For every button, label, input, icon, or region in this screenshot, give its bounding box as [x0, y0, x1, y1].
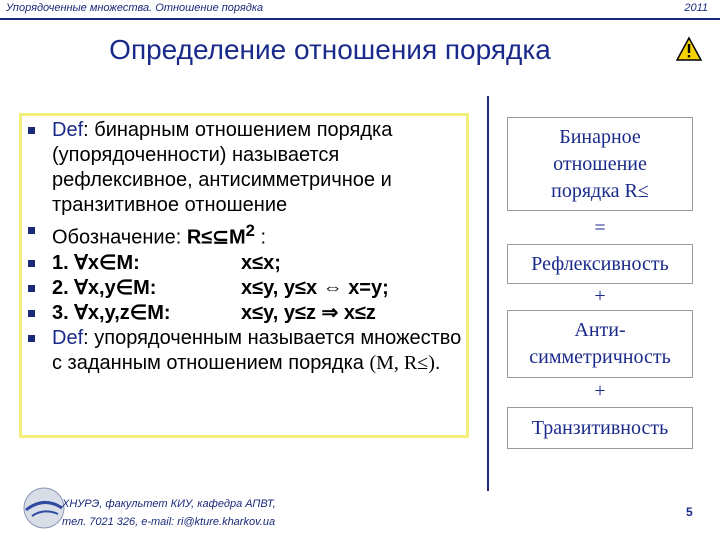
notation-label: Обозначение:	[52, 226, 187, 249]
plus-sign: +	[594, 380, 606, 402]
box-line: порядка R≤	[551, 180, 649, 202]
footer-line: ХНУРЭ, факультет КИУ, кафедра АПВТ,	[62, 498, 276, 510]
box-line: Анти-	[574, 319, 626, 341]
bullet-marker	[28, 310, 35, 317]
antisymmetry-box	[507, 310, 693, 378]
bullet-marker	[28, 260, 35, 267]
notation-tail: :	[254, 226, 267, 249]
rule-statement: x≤y, y≤z ⇒ x≤z	[241, 301, 376, 324]
binary-relation-box	[507, 117, 693, 211]
vertical-divider	[487, 96, 489, 491]
rule-quantifier: 3. ∀x,y,z∈M:	[52, 301, 171, 324]
header-divider	[0, 18, 720, 20]
warning-icon	[676, 36, 702, 62]
box-line: Бинарное	[559, 126, 641, 148]
list-item	[26, 326, 471, 376]
list-item	[26, 301, 471, 326]
rule-quantifier: 2. ∀x,y∈M:	[52, 276, 157, 299]
slide-title: Определение отношения порядка	[109, 34, 551, 65]
header-course-title: Упорядоченные множества. Отношение порядка	[6, 2, 264, 14]
definition-text: : упорядоченным называется множество с заданным отношением порядка	[52, 326, 462, 374]
header-year: 2011	[684, 2, 708, 14]
university-logo-icon	[22, 486, 66, 530]
notation-formula: R≤⊆M	[186, 226, 246, 249]
def-label: Def	[52, 326, 84, 349]
list-item	[26, 218, 471, 251]
definition-end: .	[434, 351, 441, 374]
footer-line: тел. 7021 326, e-mail: ri@kture.kharkov.ua	[62, 516, 276, 528]
definition-list	[26, 118, 471, 376]
footer-contacts	[62, 495, 276, 531]
page-number: 5	[686, 505, 693, 519]
list-item	[26, 251, 471, 276]
plus-sign: +	[594, 285, 606, 307]
reflexivity-box: Рефлексивность	[507, 244, 693, 284]
header-bar	[0, 0, 720, 20]
notation-power: 2	[245, 221, 255, 240]
ordered-set-pair: (M, R≤)	[369, 351, 435, 374]
bullet-marker	[28, 335, 35, 342]
bullet-marker	[28, 127, 35, 134]
rule-statement: x≤x;	[241, 251, 281, 274]
list-item	[26, 118, 471, 218]
box-line: симметричность	[529, 346, 671, 368]
rule-statement: x≤y, y≤x ⇔ x=y;	[241, 276, 389, 299]
definition-text: : бинарным отношением порядка (упорядоченности) называется рефлексивное, антисимметричное и транзитивное отношение	[52, 119, 393, 216]
rule-quantifier: 1. ∀x∈M:	[52, 251, 140, 274]
box-line: отношение	[553, 153, 647, 175]
bullet-marker	[28, 285, 35, 292]
equals-sign: =	[594, 217, 606, 239]
bullet-marker	[28, 227, 35, 234]
def-label: Def	[52, 119, 84, 141]
transitivity-box: Транзитивность	[507, 407, 693, 449]
list-item	[26, 276, 471, 301]
